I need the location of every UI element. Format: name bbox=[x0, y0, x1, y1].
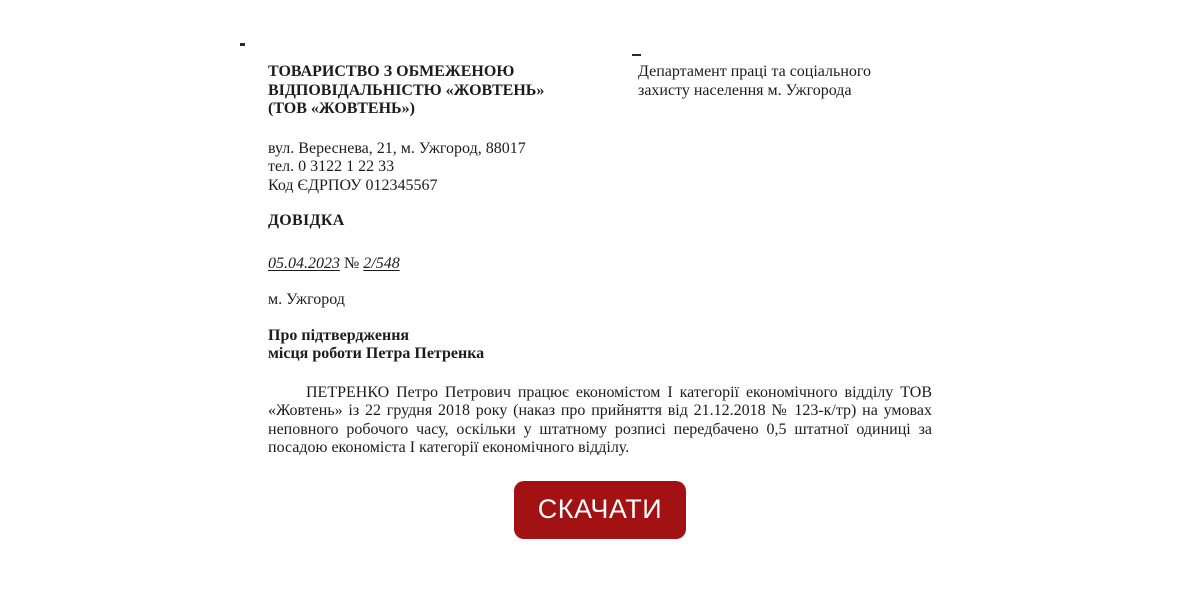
recipient-department bbox=[638, 63, 932, 119]
sender-edrpou-code: Код ЄДРПОУ 012345567 bbox=[268, 176, 438, 194]
stray-mark bbox=[632, 54, 641, 56]
sender-name-line: ВІДПОВІДАЛЬНІСТЮ «ЖОВТЕНЬ» bbox=[268, 81, 545, 99]
recipient-line: Департамент праці та соціального bbox=[638, 63, 872, 80]
recipient-line: захисту населення м. Ужгорода bbox=[638, 81, 852, 99]
subject-line: Про підтвердження bbox=[268, 326, 410, 344]
sender-name-line: ТОВАРИСТВО З ОБМЕЖЕНОЮ bbox=[268, 63, 515, 80]
sender-name-line: (ТОВ «ЖОВТЕНЬ») bbox=[268, 100, 415, 117]
download-button-container bbox=[268, 481, 932, 539]
subject-line: місця роботи Петра Петренка bbox=[268, 345, 485, 362]
download-button[interactable]: СКАЧАТИ bbox=[514, 481, 686, 539]
sender-phone: тел. 0 3122 1 22 33 bbox=[268, 158, 395, 175]
document-type-title: ДОВІДКА bbox=[268, 212, 345, 229]
document-body-paragraph: ПЕТРЕНКО Петро Петрович працює економістом І категорії економічного відділу ТОВ «Жовтень» із 22 грудня 2018 року (наказ про прийняття від 21.12.2018 № 123-к/тр) на умовах неповного робочого часу, оскільки у штатному розписі передбачено 0,5 штатної одиниці за посадою економіста І категорії економічного відділу. bbox=[268, 383, 932, 456]
sender-contacts bbox=[268, 140, 932, 196]
certificate-document bbox=[268, 63, 932, 539]
document-number: 2/548 bbox=[363, 254, 400, 272]
number-sign: № bbox=[344, 254, 360, 272]
stray-mark bbox=[240, 43, 245, 46]
document-subject bbox=[268, 327, 932, 364]
document-city: м. Ужгород bbox=[268, 291, 345, 308]
document-date: 05.04.2023 bbox=[268, 254, 340, 272]
date-and-number-line bbox=[268, 255, 932, 274]
sender-organization bbox=[268, 63, 638, 119]
sender-address: вул. Вереснева, 21, м. Ужгород, 88017 bbox=[268, 139, 526, 157]
document-header bbox=[268, 63, 932, 119]
